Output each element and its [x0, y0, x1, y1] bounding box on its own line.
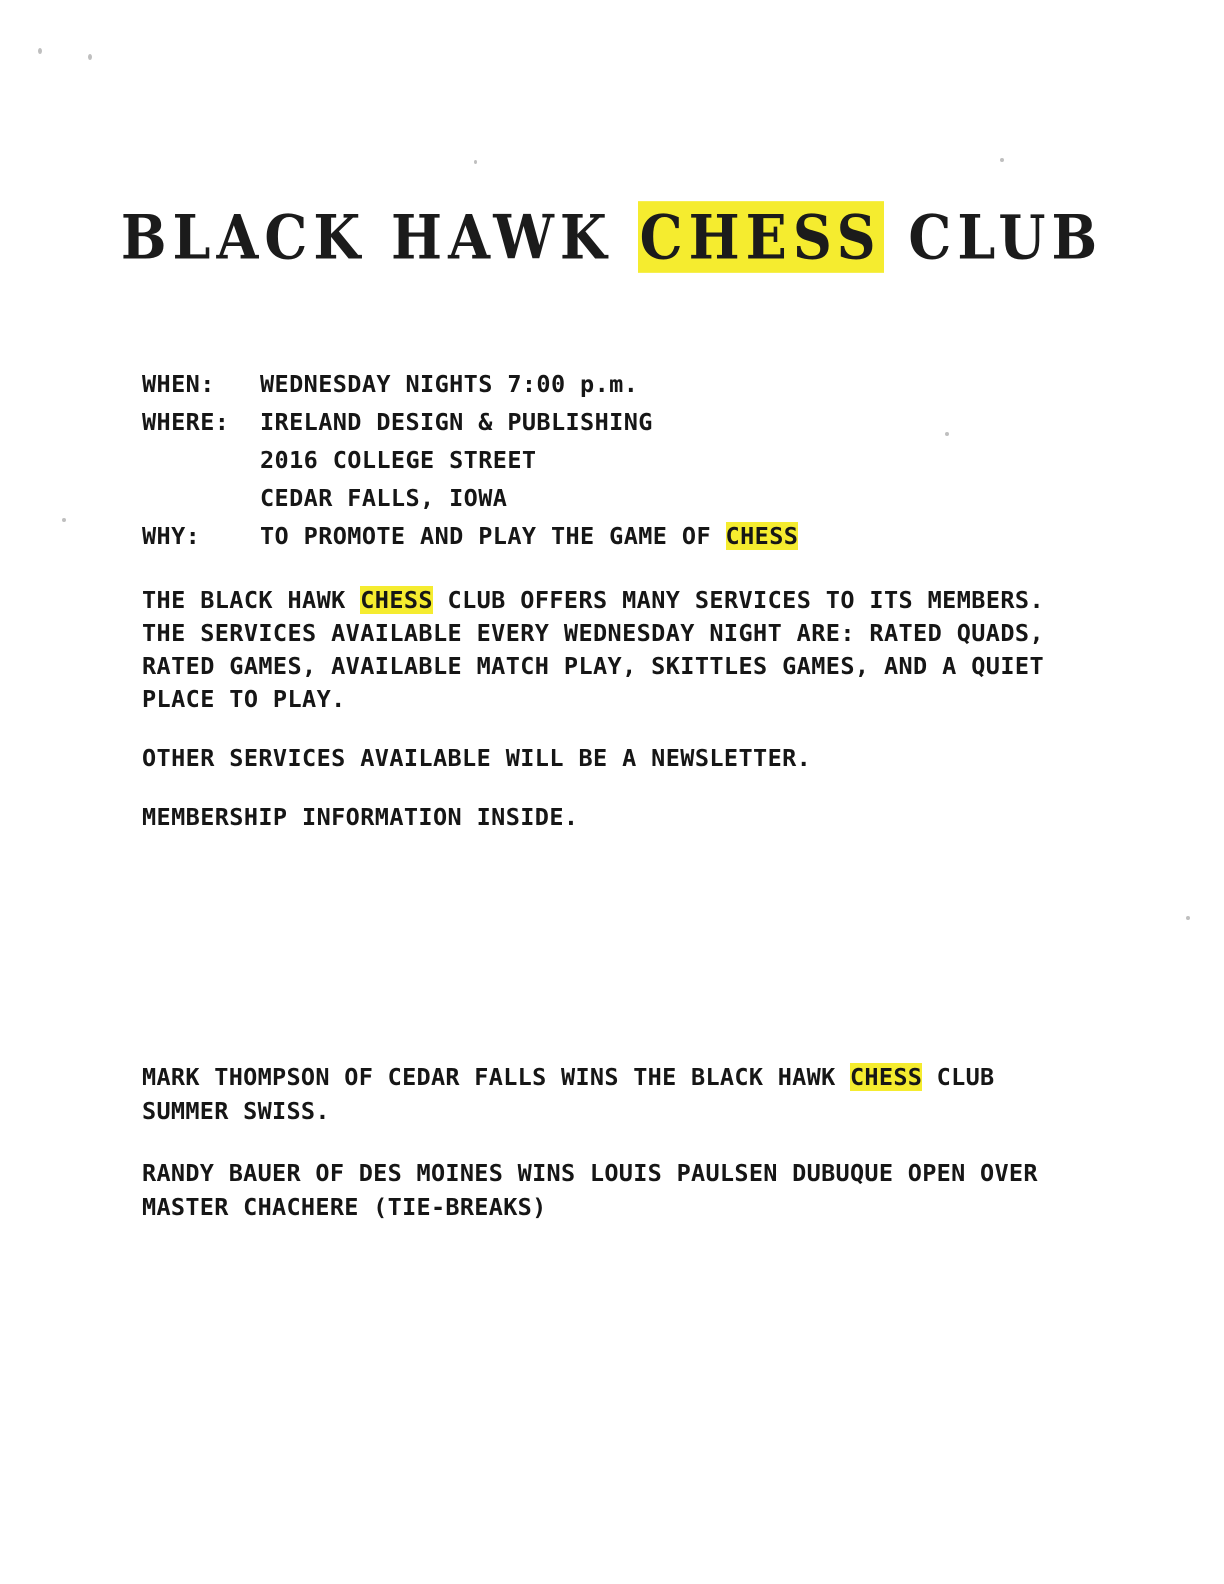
paragraph-services — [142, 584, 1072, 716]
detail-value-city: CEDAR FALLS, IOWA — [260, 484, 508, 512]
why-text: TO PROMOTE AND PLAY THE GAME OF — [260, 522, 726, 550]
scan-speck — [62, 518, 66, 522]
table-row — [142, 520, 798, 558]
services-line1-post: CLUB OFFERS MANY SERVICES TO ITS MEMBERS. — [432, 586, 1045, 614]
detail-value-where: IRELAND DESIGN & PUBLISHING — [260, 408, 653, 436]
paragraph-newsletter: OTHER SERVICES AVAILABLE WILL BE A NEWSLETTER. — [142, 744, 812, 772]
detail-value-street: 2016 COLLEGE STREET — [260, 446, 537, 474]
paragraph-services-line-2: THE SERVICES AVAILABLE EVERY WEDNESDAY NIGHT ARE: RATED QUADS, — [142, 619, 1044, 647]
flyer-news — [142, 1060, 1092, 1224]
news-item-summer-swiss-line-1 — [142, 1060, 1072, 1094]
table-row — [142, 406, 798, 444]
news-item-dubuque-open-line-2: MASTER CHACHERE (TIE-BREAKS) — [142, 1193, 547, 1221]
paragraph-services-line-1 — [142, 584, 1072, 617]
news-item-dubuque-open — [142, 1156, 1072, 1224]
news-item-summer-swiss-line-2: SUMMER SWISS. — [142, 1097, 330, 1125]
detail-label-where: WHERE: — [142, 408, 230, 436]
why-highlight-chess: CHESS — [725, 522, 799, 550]
event-details-table — [142, 368, 798, 558]
title-pre: BLACK HAWK — [120, 201, 638, 273]
news1-line1-post: CLUB — [922, 1063, 995, 1091]
scan-speck — [38, 48, 42, 54]
table-row — [142, 482, 798, 520]
title-post: CLUB — [883, 201, 1104, 273]
detail-label-when: WHEN: — [142, 370, 215, 398]
scan-speck — [474, 160, 477, 164]
detail-value-why — [260, 520, 798, 558]
services-highlight-chess: CHESS — [360, 586, 433, 614]
table-row — [142, 368, 798, 406]
scan-speck — [88, 54, 92, 60]
flyer-body — [142, 368, 1092, 834]
news1-highlight-chess: CHESS — [849, 1063, 923, 1091]
detail-label-blank-1 — [142, 444, 260, 482]
scan-speck — [1000, 158, 1004, 162]
paragraph-services-line-4: PLACE TO PLAY. — [142, 685, 346, 713]
news-item-summer-swiss — [142, 1060, 1072, 1128]
detail-value-when: WEDNESDAY NIGHTS 7:00 p.m. — [260, 370, 639, 398]
page-title — [0, 201, 1224, 273]
detail-label-why: WHY: — [142, 522, 201, 550]
title-highlight-chess: CHESS — [639, 201, 882, 273]
table-row — [142, 444, 798, 482]
detail-label-blank-2 — [142, 482, 260, 520]
services-line1-pre: THE BLACK HAWK — [142, 586, 361, 614]
paragraph-services-line-3: RATED GAMES, AVAILABLE MATCH PLAY, SKITTLES GAMES, AND A QUIET — [142, 652, 1044, 680]
scan-speck — [1186, 916, 1190, 920]
paragraph-membership: MEMBERSHIP INFORMATION INSIDE. — [142, 803, 579, 831]
news1-line1-pre: MARK THOMPSON OF CEDAR FALLS WINS THE BLACK HAWK — [142, 1063, 850, 1091]
news-item-dubuque-open-line-1: RANDY BAUER OF DES MOINES WINS LOUIS PAULSEN DUBUQUE OPEN OVER — [142, 1159, 1038, 1187]
